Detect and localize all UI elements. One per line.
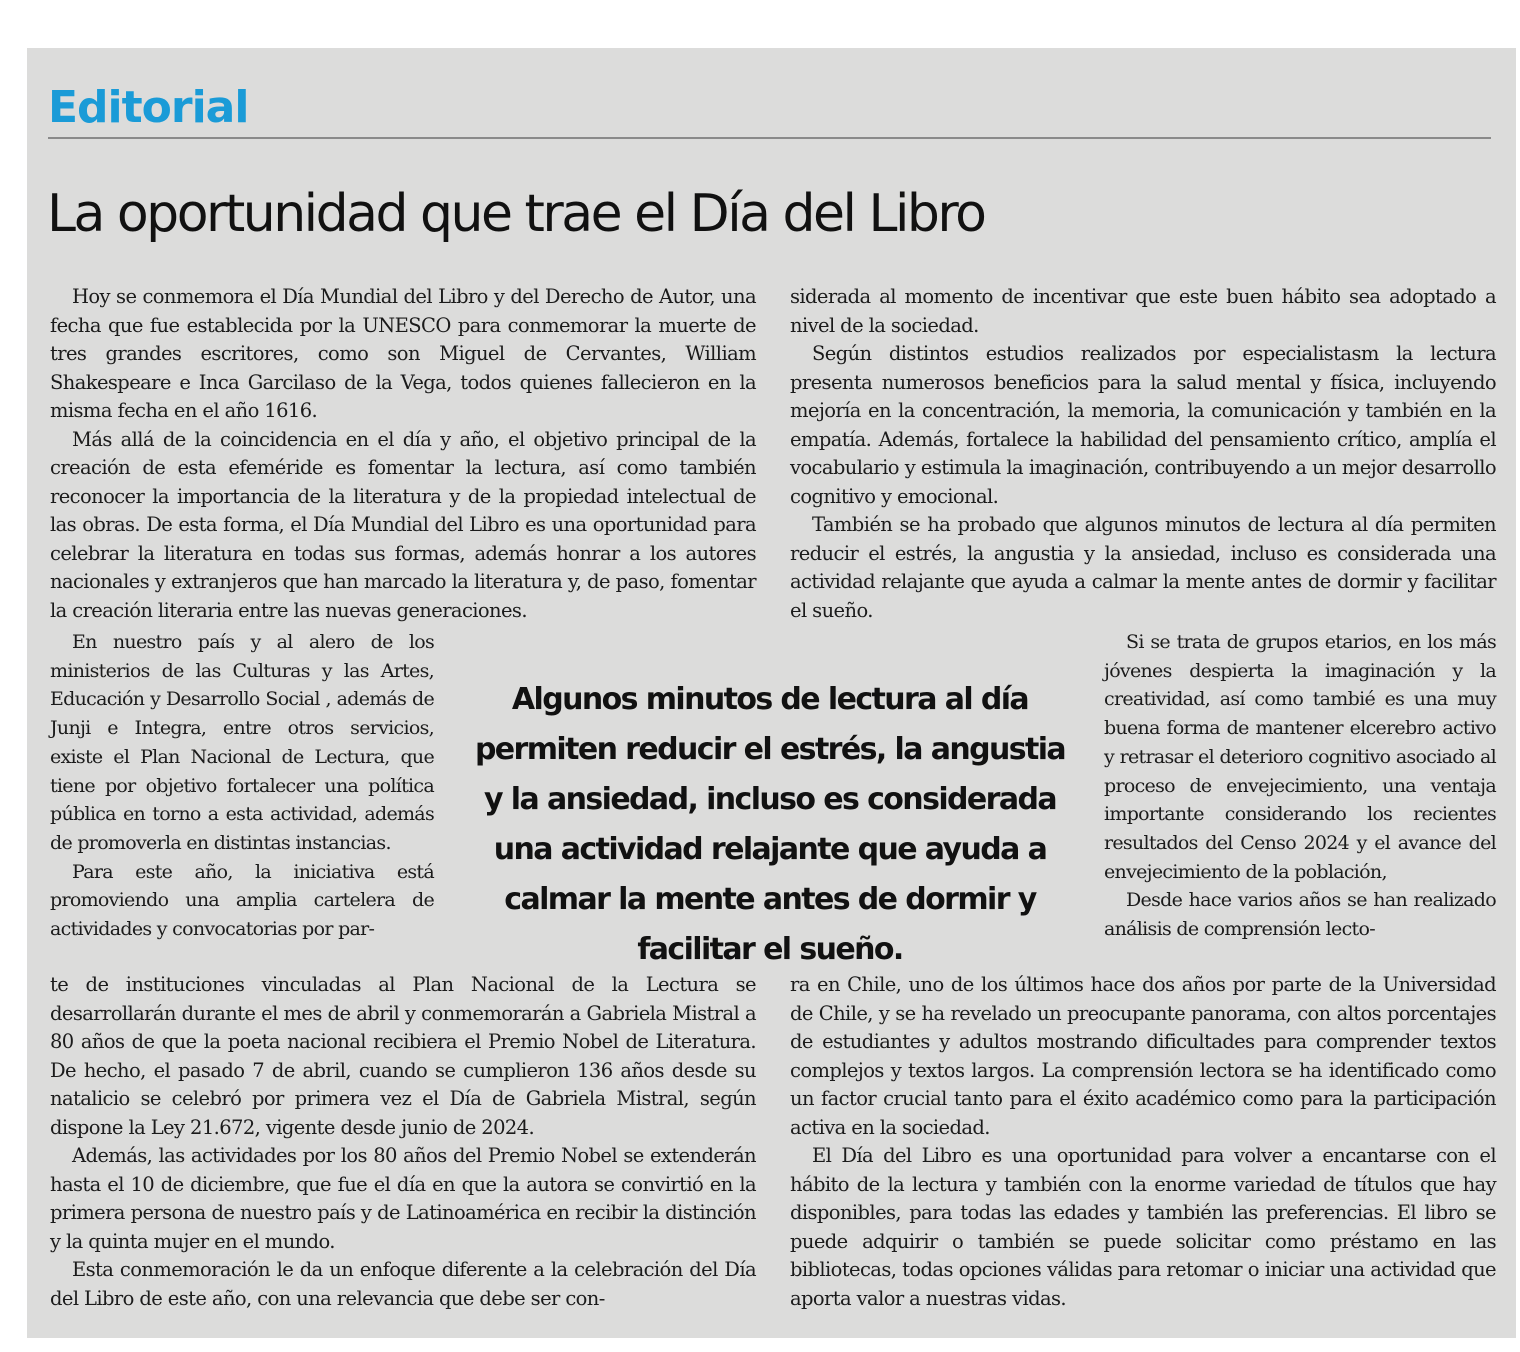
column-right-top	[790, 283, 1496, 625]
paragraph: Según distintos estudios realizados por especialistasm la lectura presenta numerosos beneficios para la salud mental y física, incluyendo mejoría en la concentración, la memoria, la comunicación y también en la empatía. Además, fortalece la habilidad del pensamiento crítico, amplía el vocabulario y estimula la imaginación, contribuyendo a un mejor desarrollo cognitivo y emocional.	[790, 342, 1496, 508]
section-divider	[48, 137, 1491, 139]
section-label: Editorial	[48, 82, 249, 133]
column-left-narrow	[50, 628, 434, 944]
pull-quote: Algunos minutos de lectura al día permiten reducir el estrés, la angustia y la ansiedad, incluso es considerada una actividad relajante que ayuda a calmar la mente antes de dormir y facilitar el sueño.	[474, 682, 1066, 967]
paragraph: siderada al momento de incentivar que este buen hábito sea adoptado a nivel de la sociedad.	[790, 285, 1496, 337]
paragraph: El Día del Libro es una oportunidad para volver a encantarse con el hábito de la lectura y también con la enorme variedad de títulos que hay disponibles, para todas las edades y también las preferencias. El libro se puede adquirir o también se puede solicitar como préstamo en las bibliotecas, todas opciones válidas para retomar o iniciar una actividad que aporta valor a nuestras vidas.	[790, 1144, 1496, 1310]
paragraph: ra en Chile, uno de los últimos hace dos años por parte de la Universidad de Chile, y se ha revelado un preocupante panorama, con altos porcentajes de estudiantes y adultos mostrando dificultades para comprender textos complejos y textos largos. La comprensión lectora se ha identificado como un factor crucial tanto para el éxito académico como para la participación activa en la sociedad.	[790, 973, 1496, 1139]
paragraph: Más allá de la coincidencia en el día y año, el objetivo principal de la creación de esta efeméride es fomentar la lectura, así como también reconocer la importancia de la literatura y de la propiedad intelectual de las obras. De esta forma, el Día Mundial del Libro es una oportunidad para celebrar la literatura en todas sus formas, además honrar a los autores nacionales y extranjeros que han marcado la literatura y, de paso, fomentar la creación literaria entre las nuevas generaciones.	[50, 427, 756, 622]
column-left-bottom	[50, 971, 756, 1313]
paragraph: te de instituciones vinculadas al Plan Nacional de la Lectura se desarrollarán durante el mes de abril y conmemorarán a Gabriela Mistral a 80 años de que la poeta nacional recibiera el Premio Nobel de Literatura. De hecho, el pasado 7 de abril, cuando se cumplieron 136 años desde su natalicio se celebró por primera vez el Día de Gabriela Mistral, según dispone la Ley 21.672, vigente desde junio de 2024.	[50, 973, 756, 1139]
column-left-top	[50, 283, 756, 625]
paragraph: Esta conmemoración le da un enfoque diferente a la celebración del Día del Libro de este año, con una relevancia que debe ser con-	[50, 1258, 756, 1310]
paragraph: Hoy se conmemora el Día Mundial del Libro y del Derecho de Autor, una fecha que fue establecida por la UNESCO para conmemorar la muerte de tres grandes escritores, como son Miguel de Cervantes, William Shakespeare e Inca Garcilaso de la Vega, todos quienes fallecieron en la misma fecha en el año 1616.	[50, 285, 756, 422]
paragraph: También se ha probado que algunos minutos de lectura al día permiten reducir el estrés, la angustia y la ansiedad, incluso es considerada una actividad relajante que ayuda a calmar la mente antes de dormir y facilitar el sueño.	[790, 513, 1496, 622]
paragraph: Además, las actividades por los 80 años del Premio Nobel se extenderán hasta el 10 de diciembre, que fue el día en que la autora se convirtió en la primera persona de nuestro país y de Latinoamérica en recibir la distinción y la quinta mujer en el mundo.	[50, 1144, 756, 1253]
column-right-bottom	[790, 971, 1496, 1313]
article-headline: La oportunidad que trae el Día del Libro	[47, 184, 985, 244]
paragraph: Desde hace varios años se han realizado análisis de comprensión lecto-	[1104, 889, 1496, 941]
paragraph: Si se trata de grupos etarios, en los más jóvenes despierta la imaginación y la creatividad, así como tambié es una muy buena forma de mantener elcerebro activo y retrasar el deterioro cognitivo asociado al proceso de envejecimiento, una ventaja importante considerando los recientes resultados del Censo 2024 y el avance del envejecimiento de la población,	[1104, 631, 1496, 883]
paragraph: En nuestro país y al alero de los ministerios de las Culturas y las Artes, Educación y Desarrollo Social , además de Junji e Integra, entre otros servicios, existe el Plan Nacional de Lectura, que tiene por objetivo fortalecer una política pública en torno a esta actividad, además de promoverla en distintas instancias.	[50, 631, 434, 854]
paragraph: Para este año, la iniciativa está promoviendo una amplia cartelera de actividades y convocatorias por par-	[50, 860, 434, 941]
column-right-narrow	[1104, 628, 1496, 944]
